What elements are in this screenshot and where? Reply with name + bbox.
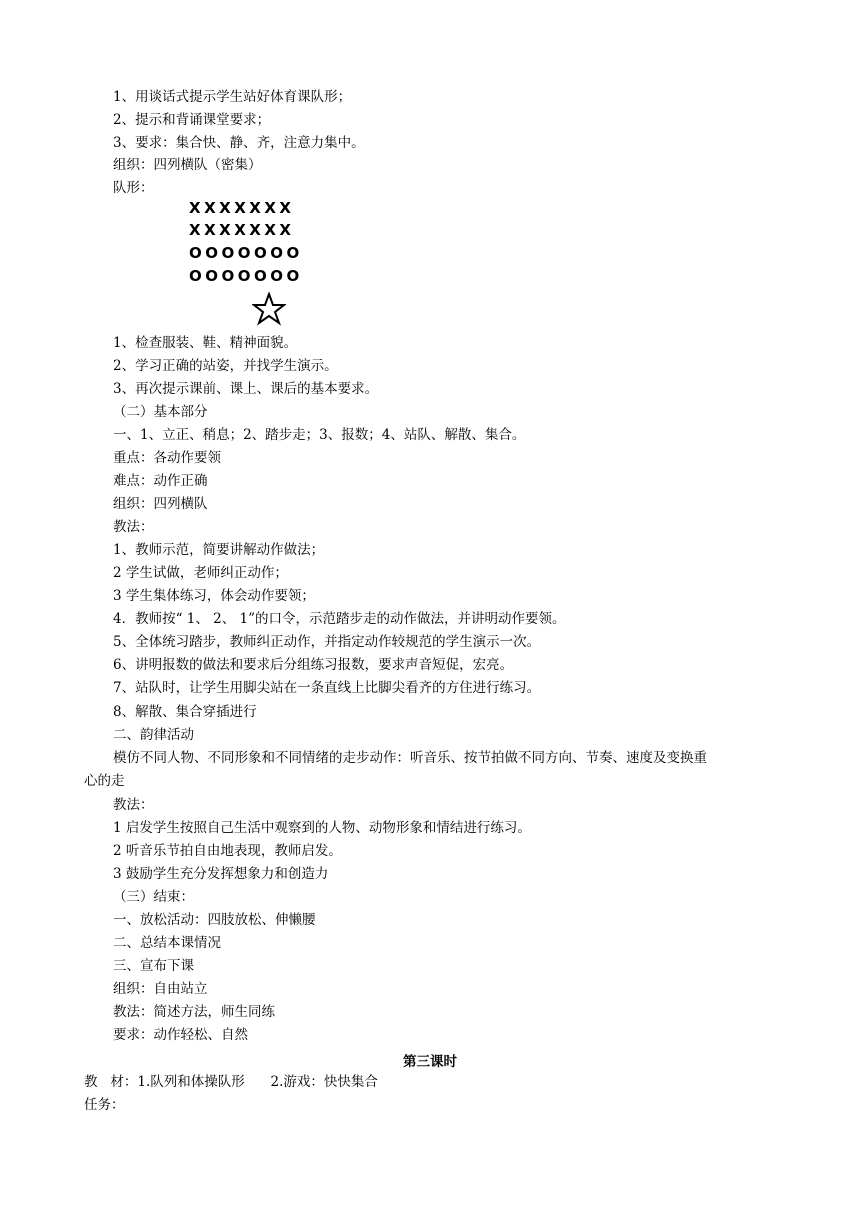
text-line-wrap: 心的走 <box>84 773 125 789</box>
text-line: 2、学习正确的站姿，并找学生演示。 <box>113 358 338 374</box>
text-line: 3 学生集体练习，体会动作要领； <box>113 588 315 604</box>
text-line: 教法： <box>113 797 154 813</box>
text-line: 1、检查服装、鞋、精神面貌。 <box>113 335 298 351</box>
formation-row-x: XXXXXXX <box>189 221 295 239</box>
task-line: 任务： <box>84 1097 125 1113</box>
section-heading: （三）结束： <box>113 889 194 905</box>
section-heading: （二）基本部分 <box>113 404 208 420</box>
formation-row-o: OOOOOOO <box>189 267 303 285</box>
text-line: 7、站队时，让学生用脚尖站在一条直线上比脚尖看齐的方住进行练习。 <box>113 680 541 696</box>
text-line: 5、全体统习踏步，教师纠正动作，并指定动作较规范的学生演示一次。 <box>113 634 541 650</box>
text-line: 一、放松活动：四肢放松、伸懒腰 <box>113 912 316 928</box>
text-line: 2 听音乐节拍自由地表现，教师启发。 <box>113 843 342 859</box>
text-line: 二、韵律活动 <box>113 727 194 743</box>
formation-row-x: XXXXXXX <box>189 199 295 217</box>
text-line: 一、1、立正、稍息；2、踏步走；3、报数；4、站队、解散、集合。 <box>113 427 526 443</box>
text-line: 组织：自由站立 <box>113 981 208 997</box>
text-line: 3 鼓励学生充分发挥想象力和创造力 <box>113 866 329 882</box>
text-line: 6、讲明报数的做法和要求后分组练习报数，要求声音短促，宏亮。 <box>113 657 514 673</box>
formation-row-o: OOOOOOO <box>189 244 303 262</box>
text-line: 1 启发学生按照自己生活中观察到的人物、动物形象和情结进行练习。 <box>113 820 531 836</box>
star-icon <box>252 292 286 326</box>
text-line: 队形： <box>113 180 154 196</box>
text-line: 要求：动作轻松、自然 <box>113 1027 248 1043</box>
text-line: 2 学生试做，老师纠正动作； <box>113 565 288 581</box>
text-line: 4．教师按“ 1、 2、 1”的口令，示范踏步走的动作做法，并讲明动作要领。 <box>113 611 566 627</box>
text-line: 组织：四列横队 <box>113 496 208 512</box>
text-line: 8、解散、集合穿插进行 <box>113 704 257 720</box>
text-line: 二、总结本课情况 <box>113 935 221 951</box>
lesson-title: 第三课时 <box>403 1054 457 1070</box>
text-line: 三、宣布下课 <box>113 958 194 974</box>
text-line: 难点：动作正确 <box>113 473 208 489</box>
text-line: 模仿不同人物、不同形象和不同情绪的走步动作：听音乐、按节拍做不同方向、节奏、速度及变换重 <box>113 750 707 766</box>
text-line: 2、提示和背诵课堂要求； <box>113 112 271 128</box>
text-line: 教法： <box>113 519 154 535</box>
materials-line: 教 材：1.队列和体操队形 2.游戏：快快集合 <box>84 1074 378 1090</box>
text-line: 3、要求：集合快、静、齐，注意力集中。 <box>113 135 365 151</box>
text-line: 重点：各动作要领 <box>113 450 221 466</box>
text-line: 教法：简述方法，师生同练 <box>113 1004 275 1020</box>
text-line: 1、教师示范，简要讲解动作做法； <box>113 542 325 558</box>
text-line: 组织：四列横队（密集） <box>113 157 262 173</box>
text-line: 1、用谈话式提示学生站好体育课队形； <box>113 89 352 105</box>
text-line: 3、再次提示课前、课上、课后的基本要求。 <box>113 381 379 397</box>
